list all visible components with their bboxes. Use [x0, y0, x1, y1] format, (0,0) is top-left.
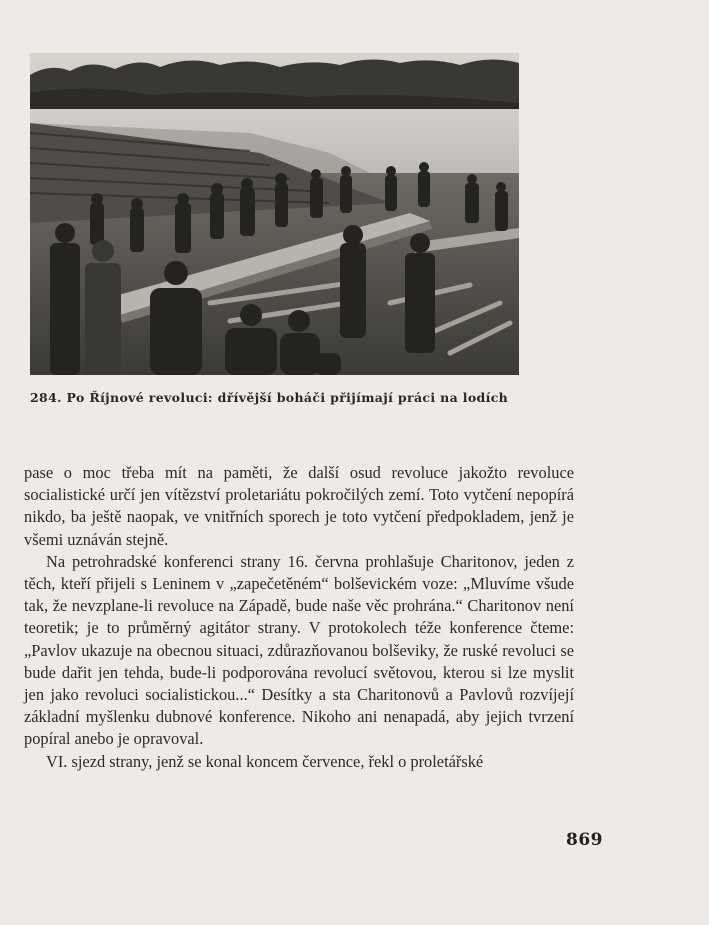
- paragraph-1: pase o moc třeba mít na paměti, že další osud revoluce jakožto revoluce socialistické určí jen vítězství proletariátu pokročilých zemí. Toto vytčení nepopírá nikdo, ba ještě naopak, ve vnitřních sporech je toto vytčení předpokladem, jenž je všemi uznáván stejně.: [24, 463, 574, 549]
- page-number: 869: [566, 830, 603, 850]
- figure-caption: 284. Po Říjnové revoluci: dřívější boháči přijímají práci na lodích: [30, 390, 509, 405]
- paragraph-2: Na petrohradské konferenci strany 16. června prohlašuje Charitonov, jeden z těch, kteří přijeli s Leninem v „zapečetěném“ bolševickém voze: „Mluvíme všude tak, že nevzplane-li revoluce na Západě, bude naše věc prohrána.“ Charitonov není teoretik; je to průměrný agitátor strany. V protokolech téže konference čteme: „Pavlov ukazuje na obecnou situaci, zdůrazňovanou bolševiky, že ruské revoluci se bude dařit jen tehda, bude-li podporována revolucí světovou, kterou si lze myslit jen jako revoluci socialistickou...“ Desítky a sta Charitonovů a Pavlovů rozvíjejí základní myšlenku dubnové konference. Nikoho ani nenapadá, aby jejich tvrzení popíral anebo je opravoval.: [24, 551, 574, 749]
- body-text: [24, 462, 574, 773]
- paragraph-3: VI. sjezd strany, jenž se konal koncem července, řekl o proletářské: [46, 751, 484, 771]
- photo-illustration: [30, 53, 519, 375]
- historical-photograph: [30, 53, 519, 375]
